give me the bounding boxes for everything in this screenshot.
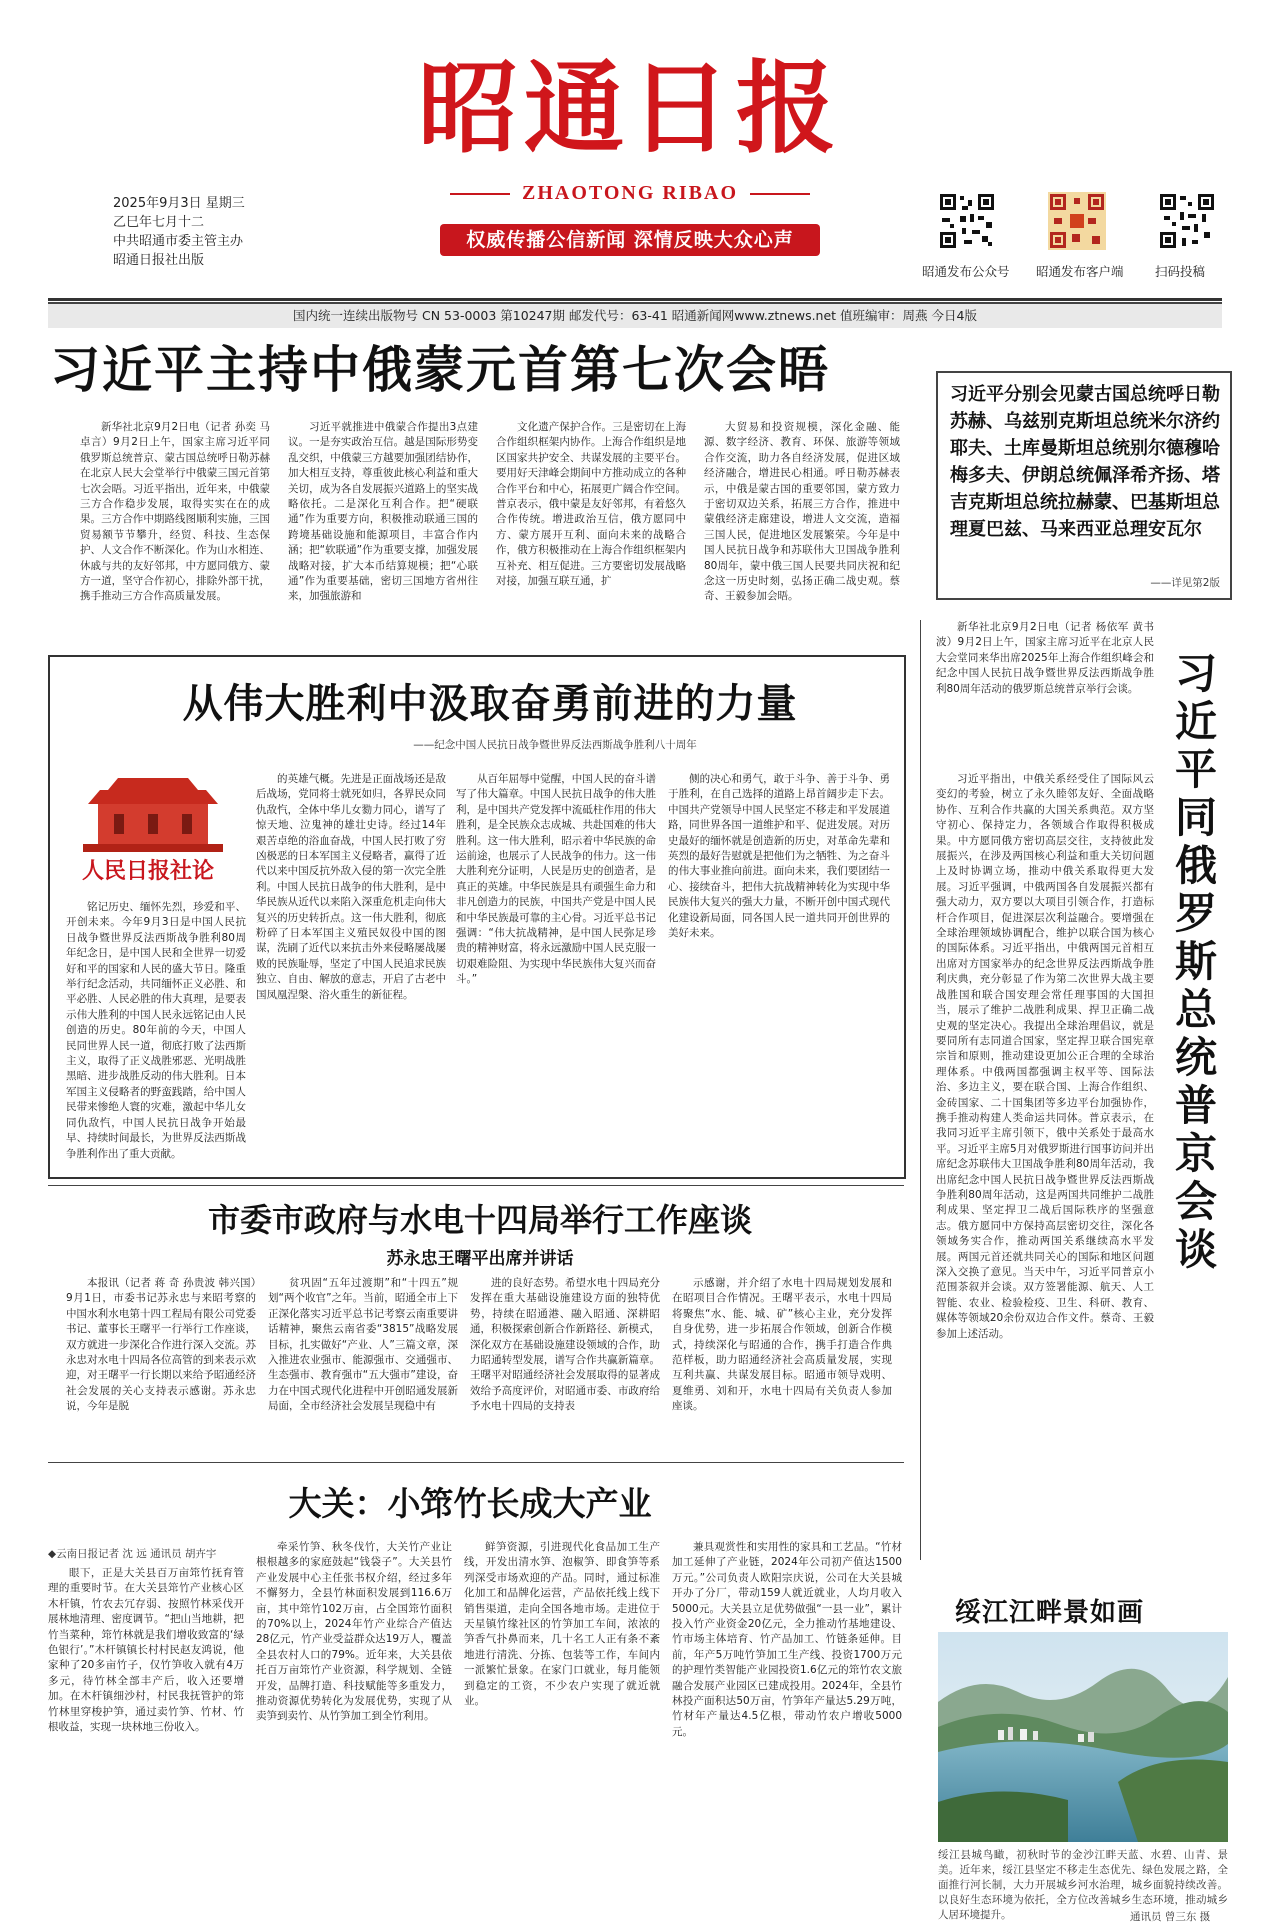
editorial-col-3: 从百年屈辱中觉醒，中国人民的奋斗谱写了伟大篇章。中国人民抗日战争的伟大胜利，是中国共产党发挥中流砥柱作用的伟大胜利，是全民族众志成城、共赴国难的伟大胜利。这一伟大胜利，昭示着中华民族的命运前途，也展示了人民战争的伟力。这一伟大胜利充分证明，人民是历史的创造者，是真正的英雄。中华民族是具有顽强生命力和非凡创造力的民族，中国共产党是中国人民和中华民族最可靠的主心骨。习近平总书记强调：“伟大抗战精神，是中国人民弥足珍贵的精神财富，将永远激励中国人民克服一切艰难险阻、为实现中华民族伟大复兴而奋斗。” xyxy=(456,773,656,986)
lunar-line: 乙巳年七月十二 xyxy=(113,215,205,230)
meeting-col-4: 示感谢，并介绍了水电十四局规划发展和在昭项目合作情况。王曙平表示，水电十四局将聚焦“水、能、城、矿”核心主业，充分发挥自身优势，进一步拓展合作领域，创新合作模式，持续深化与昭通的合作，携手打造合作典范样板，助力昭通经济社会高质量发展，实现互利共赢、共谋发展目标。昭通市领导戏明、夏维勇、刘和开，水电十四局有关负责人参加座谈。 xyxy=(672,1277,892,1413)
photo-credit: 通讯员 曾三东 摄 xyxy=(1130,1911,1211,1923)
meeting-col-2: 贫巩固“五年过渡期”和“十四五”规划“两个收官”之年。当前，昭通全市上下正深化落实习近平总书记考察云南重要讲话精神，聚焦云南省委“3815”战略发展目标，扎实做好“产业、人”三篇文章，深入推进农业强市、能源强市、交通强市、生态强市、教育强市“五大强市”建设，奋力在中国式现代化进程中开创昭通发展新局面，全市经济社会发展呈现稳中有 xyxy=(268,1277,458,1413)
date-line: 2025年9月3日 星期三 xyxy=(113,196,245,211)
right-column-rule xyxy=(920,620,921,1560)
editorial-logo xyxy=(78,772,228,882)
qr-label-submit: 扫码投稿 xyxy=(1155,264,1206,279)
summary-text: 习近平分别会见蒙古国总统呼日勒苏赫、乌兹别克斯坦总统米尔济约耶夫、土库曼斯坦总统别尔德穆哈梅多夫、伊朗总统佩泽希齐扬、塔吉克斯坦总统拉赫蒙、巴基斯坦总理夏巴兹、马来西亚总理安瓦尔 xyxy=(950,384,1220,540)
bamboo-col-2: 牵采竹笋、秋冬伐竹，大关竹产业让根根越多的家庭鼓起“钱袋子”。大关县竹产业发展中心主任张书权介绍，经过多年不懈努力，全县竹林面积发展到116.6万亩，其中筇竹102万亩，占全国筇竹面积的70%以上，2024年竹产业综合产值达28亿元，竹产业受益群众达19万人，覆盖全县农村人口的79%。近年来，大关县依托百万亩筇竹产业资源，科学规划、全链开发，品牌打造、科技赋能等多重发力，推动资源优势转化为发展优势，实现了从卖笋到卖竹、从竹笋加工到全竹利用。 xyxy=(256,1541,452,1723)
org-line: 中共昭通市委主管主办 xyxy=(113,234,244,249)
lead-col-4: 大贸易和投资规模，深化金融、能源、数字经济、教育、环保、旅游等领域合作交流，助力各自经济发展，促进区域经济融合，增进民心相通。呼日勒苏赫表示，中俄是蒙古国的重要邻国，蒙方致力于密切双边关系，拓展三方合作，推进中蒙俄经济走廊建设，增进人文交流，造福三国人民，促进地区发展繁荣。今年是中国人民抗日战争和苏联伟大卫国战争胜利80周年，蒙中俄三国人民要共同庆祝和纪念这一历史时刻，弘扬正确二战史观。蔡奇、王毅参加会晤。 xyxy=(704,421,900,603)
editorial-subtitle: ——纪念中国人民抗日战争暨世界反法西斯战争胜利八十周年 xyxy=(413,739,697,751)
bamboo-col-3: 鲜笋资源，引进现代化食品加工生产线，开发出清水笋、泡椒笋、即食笋等系列深受市场欢迎的产品。同时，通过标准化加工和品牌化运营，产品依托线上线下销售渠道，走向全国各地市场。走进位于天星镇竹缘社区的竹笋加工车间，浓浓的笋香气扑鼻而来，几十名工人正有条不紊地进行清洗、分拣、包装等工作，车间内一派繁忙景象。在家门口就业，每月能领到稳定的工资，不少农户实现了就近就业。 xyxy=(464,1541,660,1708)
putin-body-1: 习近平指出，中俄关系经受住了国际风云变幻的考验，树立了永久睦邻友好、全面战略协作、互利合作共赢的大国关系典范。双方坚守初心、保持定力，各领域合作取得积极成果。中方愿同俄方密切高层交往，支持彼此发展振兴，在涉及两国核心利益和重大关切问题上及时协调立场，推动中俄关系取得更大发展。习近平强调，中俄两国各自发展振兴都有强大动力，双方要以大项目引领合作，打造标杆合作项目，促进深层次利益融合。要增强在全球治理领域协调配合，维护以联合国为核心的国际体系。习近平指出，中俄两国元首相互出席对方国家举办的纪念世界反法西斯战争胜利庆典，充分彰显了作为第二次世界大战主要战胜国和联合国安理会常任理事国的大国担当，展示了维护二战胜利成果、捍卫正确二战史观的坚定决心。我提出全球治理倡议，就是要同所有志同道合国家，坚定捍卫联合国宪章宗旨和原则，推动建设更加公正合理的全球治理体系。中俄两国都强调主权平等、国际法治、多边主义，要在联合国、上海合作组织、金砖国家、二十国集团等多边平台加强协作，携手推动构建人类命运共同体。普京表示，在我同习近平主席引领下，俄中关系处于最高水平。习近平主席5月对俄罗斯进行国事访问并出席纪念苏联伟大卫国战争胜利80周年活动，我出席纪念中国人民抗日战争暨世界反法西斯战争胜利80周年活动，这是两国共同维护二战胜利成果、坚定捍卫二战后国际秩序的坚强意志。俄方愿同中方保持高层密切交往，深化各领域务实合作，推动两国关系继续高水平发展。两国元首还就共同关心的国际和地区问题深入交换了意见。当天中午，习近平同普京小范围茶叙并会谈。双方签署能源、航天、人工智能、农业、检验检疫、卫生、科研、教育、媒体等领域20余份双边合作文件。蔡奇、王毅参加上述活动。 xyxy=(936,773,1154,1340)
meeting-subtitle: 苏永忠王曙平出席并讲话 xyxy=(386,1249,574,1269)
lead-headline[interactable]: 习近平主持中俄蒙元首第七次会晤 xyxy=(50,340,830,399)
masthead-title: 昭通日报 xyxy=(418,49,842,167)
putin-title[interactable]: 习近平同俄罗斯总统普京会谈 xyxy=(1174,649,1217,1274)
landscape-photo-icon xyxy=(938,1632,1228,1842)
meeting-col-1: 本报讯（记者 蒋 奇 孙贵波 韩兴国）9月1日，市委书记苏永忠与来昭考察的中国水利水电第十四工程局有限公司党委书记、董事长王曙平一行举行工作座谈，双方就进一步深化合作进行深入交流。苏永忠对水电十四局各位高管的到来表示欢迎，对王曙平一行长期以来给予昭通经济社会发展的关心支持表示感谢。苏永忠说，今年是脱 xyxy=(66,1277,256,1413)
lead-col-1: 新华社北京9月2日电（记者 孙奕 马卓言）9月2日上午，国家主席习近平同俄罗斯总统普京、蒙古国总统呼日勒苏赫在北京人民大会堂举行中俄蒙三国元首第七次会晤。习近平指出，近年来，中俄蒙三方合作稳步发展，取得实实在在的成果。三方合作中期路线图顺利实施，三国贸易额节节攀升，经贸、科技、生态保护、人文合作不断深化。作为山水相连、休戚与共的友好邻邦，中方愿同俄方、蒙方一道，坚守合作初心，排除外部干扰，携手推动三方合作高质量发展。 xyxy=(80,421,270,603)
editorial-logo-text: 人民日报社论 xyxy=(82,858,215,884)
info-bar: 国内统一连续出版物号 CN 53-0003 第10247期 邮发代号：63-41 昭通新闻网www.ztnews.net 值班编审：周燕 今日4版 xyxy=(48,302,1222,328)
lead-col-3: 文化遗产保护合作。三是密切在上海合作组织框架内协作。上海合作组织是地区国家共护安全、共谋发展的主要平台。要用好天津峰会期间中方推动成立的各种合作平台和中心，拓展更广阔合作空间。普京表示，俄中蒙是友好邻邦，有着悠久合作传统。增进政治互信，俄方愿同中方、蒙方展开互利、面向未来的战略合作，俄方积极推动在上海合作组织框架内互补充、相互促进。三方要密切发展战略对接，加强互联互通，扩 xyxy=(496,421,686,588)
masthead-divider xyxy=(48,298,1222,301)
qr-code-submit-icon[interactable] xyxy=(1158,192,1216,250)
editorial-col-4: 侧的决心和勇气，敢于斗争、善于斗争、勇于胜利，在自己选择的道路上昂首阔步走下去。中国共产党领导中国人民坚定不移走和平发展道路，同世界各国一道维护和平、促进发展。对历史最好的缅怀就是创造新的历史，对革命先辈和英烈的最好告慰就是把他们为之牺牲、为之奋斗的伟大事业推向前进。面向未来，我们要团结一心、接续奋斗，把伟大抗战精神转化为实现中华民族伟大复兴的强大力量，不断开创中国式现代化建设新局面，同各国人民一道共同开创世界的美好未来。 xyxy=(668,773,890,940)
bamboo-byline: ◆云南日报记者 沈 远 通讯员 胡卉宇 xyxy=(48,1548,217,1560)
qr-code-app-icon[interactable] xyxy=(1048,192,1106,250)
lead-col-2: 习近平就推进中俄蒙合作提出3点建议。一是夯实政治互信。越是国际形势变乱交织，中俄蒙三方越要加强团结协作，加大相互支持，尊重彼此核心利益和重大关切，成为各自发展振兴道路上的坚实战略依托。二是深化互利合作。把“硬联通”作为重要方向，积极推动联通三国的跨境基础设施和能源项目，丰富合作内涵；把“软联通”作为重要支撑，加强发展战略对接，扩大本币结算规模；把“心联通”作为重要基础，密切三国地方省州往来，加强旅游和 xyxy=(288,421,478,603)
putin-lead: 新华社北京9月2日电（记者 杨依军 黄书波）9月2日上午，国家主席习近平在北京人民大会堂同来华出席2025年上海合作组织峰会和纪念中国人民抗日战争暨世界反法西斯战争胜利80周年活动的俄罗斯总统普京举行会谈。 xyxy=(936,621,1154,695)
editorial-title[interactable]: 从伟大胜利中汲取奋勇前进的力量 xyxy=(182,680,798,727)
summary-box[interactable] xyxy=(936,371,1232,600)
meeting-title[interactable]: 市委市政府与水电十四局举行工作座谈 xyxy=(207,1201,752,1239)
masthead-pinyin: ZHAOTONG RIBAO xyxy=(430,182,830,205)
qr-code-wechat-icon[interactable] xyxy=(938,192,996,250)
bamboo-title[interactable]: 大关：小筇竹长成大产业 xyxy=(288,1484,652,1523)
bamboo-col-4: 兼具观赏性和实用性的家具和工艺品。“竹材加工延伸了产业链，2024年公司初产值达1500万元。”公司负责人欧阳宗庆说，公司在大关县城开办了分厂，带动159人就近就业，人均月收入5000元。大关县立足优势做强“一县一业”，累计投入竹产业资金20亿元，全力推动竹基地建设、竹市场主体培育、竹产品加工、竹链条延伸。目前，年产5万吨竹笋加工生产线、投资1700万元的护理竹类智能产业园投资1.6亿元的筇竹农文旅融合发展产业园区已建成投用。2024年，全县竹林投产面积达50万亩，竹笋年产量达5.29万吨，竹材年产量达4.5亿根，带动竹农户增收5000元。 xyxy=(672,1541,902,1738)
editorial-col-2: 的英雄气概。先进是正面战场还是敌后战场，党同将士就死如归，各界民众同仇敌忾，全体中华儿女勠力同心，谱写了惊天地、泣鬼神的雄壮史诗。经过14年艰苦卓绝的浴血奋战，中国人民打败了穷凶极恶的日本军国主义侵略者，赢得了近代以来中国反抗外敌入侵的第一次完全胜利。中国人民抗日战争的伟大胜利，是中华民族从近代以来陷入深重危机走向伟大复兴的历史转折点。这一伟大胜利，彻底粉碎了日本军国主义殖民奴役中国的图谋，洗刷了近代以来抗击外来侵略屡战屡败的民族耻辱，坚定了中国人民追求民族独立、自由、解放的意志，开启了古老中国凤凰涅槃、浴火重生的新征程。 xyxy=(256,773,446,1001)
editorial-col-1: 铭记历史、缅怀先烈，珍爱和平、开创未来。今年9月3日是中国人民抗日战争暨世界反法西斯战争胜利80周年纪念日，是中国人民和全世界一切爱好和平的国家和人民的盛大节日。隆重举行纪念活动，共同缅怀正义必胜、和平必胜、人民必胜的伟大真理，是要表示伟大胜利的中国人民永远铭记由人民创造的历史。80年前的今天，中国人民同世界人民一道，彻底打败了法西斯主义，取得了正义战胜邪恶、光明战胜黑暗、进步战胜反动的伟大胜利。日本军国主义侵略者的野蛮践踏，给中国人民带来惨绝人寰的灾难，激起中华儿女同仇敌忾，中国人民抗日战争开始最早、持续时间最长，为世界反法西斯战争胜利作出了重大贡献。 xyxy=(66,901,246,1160)
photo-title[interactable]: 绥江江畔景如画 xyxy=(955,1598,1145,1628)
date-info xyxy=(113,194,245,270)
publisher-line: 昭通日报社出版 xyxy=(113,253,205,268)
qr-label-app: 昭通发布客户端 xyxy=(1036,264,1124,279)
meeting-col-3: 进的良好态势。希望水电十四局充分发挥在重大基础设施建设方面的独特优势，持续在昭通港、融入昭通、深耕昭通，积极探索创新合作新路径、新模式，深化双方在基础设施建设领域的合作，助力昭通转型发展，谱写合作共赢新篇章。王曙平对昭通经济社会发展取得的显著成效给予高度评价，对昭通市委、市政府给予水电十四局的支持表 xyxy=(470,1277,660,1413)
qr-label-wechat: 昭通发布公众号 xyxy=(922,264,1010,279)
masthead-slogan: 权威传播公信新闻 深情反映大众心声 xyxy=(440,224,820,256)
river-photo[interactable] xyxy=(938,1632,1228,1842)
bamboo-col-1: 眼下，正是大关县百万亩筇竹抚育管理的重要时节。在大关县筇竹产业核心区木杆镇，竹农去冗存弱、按照竹林采伐开展林地清理、密度调节。“把山当地耕，把竹当菜种，筇竹林就是我们增收致富的‘绿色银行’。”木杆镇镇长村村民赵友鸿说，他家种了20多亩竹子，仅竹笋收入就有4万多元，待竹林全部丰产后，收入还要增加。在木杆镇细沙村，村民我抚管护的筇竹林里穿梭护笋，通过卖竹笋、竹材、竹根收益，实现一块林地三份收入。 xyxy=(48,1567,244,1734)
bamboo-divider xyxy=(48,1462,904,1463)
summary-note: ——详见第2版 xyxy=(1150,577,1220,589)
photo-caption: 绥江县城鸟瞰，初秋时节的金沙江畔天蓝、水碧、山青、景美。近年来，绥江县坚定不移走生态优先、绿色发展之路，全面推行河长制，大力开展城乡河水治理，城乡面貌持续改善。以良好生态环境为依托，全方位改善城乡生态环境，推动城乡人居环境提升。 xyxy=(938,1849,1228,1921)
meeting-divider xyxy=(48,1185,904,1186)
